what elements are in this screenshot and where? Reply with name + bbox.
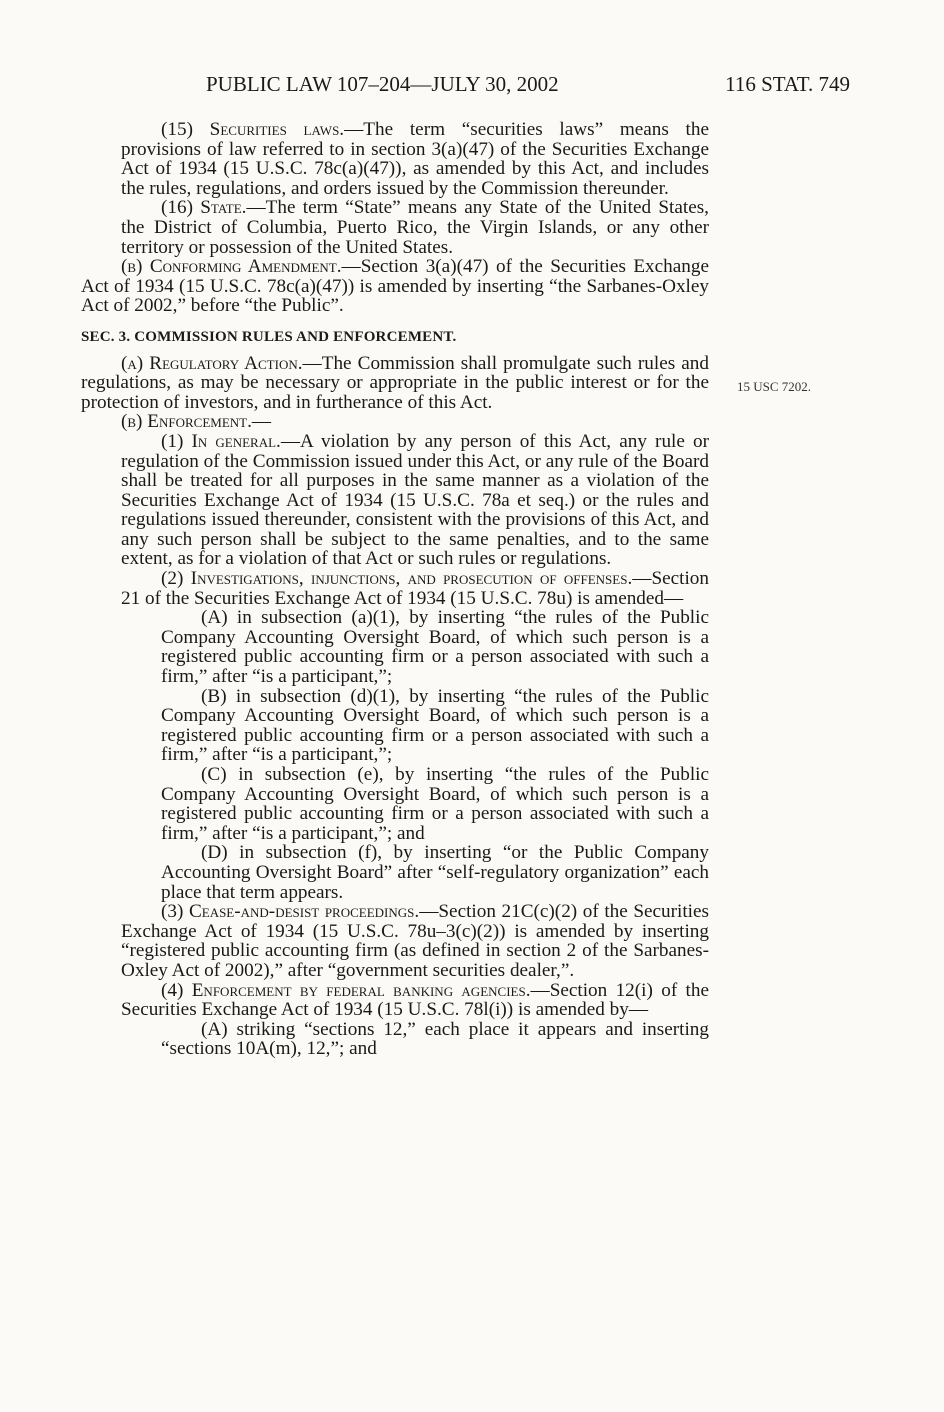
paragraph-heading: (b) Conforming Amendment. — [121, 256, 342, 278]
margin-citation: 15 USC 7202. — [737, 379, 812, 394]
page-header-title: PUBLIC LAW 107–204—JULY 30, 2002 — [206, 72, 559, 96]
page-number: 116 STAT. 749 — [725, 72, 850, 96]
paragraph-text: — — [251, 411, 272, 433]
subparagraph-C-subsection-e: (C) in subsection (e), by inserting “the rules of the Public Company Accounting Oversight Board, of which such person is a registered public accounting firm or a person associated with such a firm,” after “is a participant,”; and — [161, 764, 709, 844]
paragraph-text: —The term “State” means any State of the United States, the District of Columbia, Puerto Rico, the Virgin Islands, or any other territory or possession of the United States. — [121, 197, 709, 258]
paragraph-heading: (a) Regulatory Action. — [121, 352, 303, 374]
paragraph-text: —Section 3(a)(47) of the Securities Exchange Act of 1934 (15 U.S.C. 78c(a)(47)) is amended by inserting “the Sarbanes-Oxley Act of 2002,” before “the Public”. — [81, 256, 709, 317]
paragraph-b-conforming-amendment — [81, 257, 709, 316]
paragraph-3-cease-and-desist — [121, 902, 709, 980]
section-heading: SEC. 3. COMMISSION RULES AND ENFORCEMENT. — [81, 328, 457, 345]
paragraph-heading: (1) In general. — [161, 430, 281, 452]
paragraph-15-securities-laws — [121, 120, 709, 198]
paragraph-a-regulatory-action — [81, 354, 709, 413]
paragraph-text: —Section 21C(c)(2) of the Securities Exchange Act of 1934 (15 U.S.C. 78u–3(c)(2)) is amended by inserting “registered public accounting firm (as defined in section 2 of the Sarbanes-Oxley Act of 2002),” after “government securities dealer,”. — [121, 901, 709, 981]
paragraph-heading: (b) Enforcement. — [121, 411, 252, 433]
paragraph-heading: (3) Cease-and-desist proceedings. — [161, 901, 420, 923]
paragraph-heading: (15) Securities laws. — [161, 119, 345, 140]
paragraph-1-in-general — [121, 432, 709, 569]
paragraph-text: —The term “securities laws” means the provisions of law referred to in section 3(a)(47) of the Securities Exchange Act of 1934 (15 U.S.C. 78c(a)(47)), as amended by this Act, and includes the rules, regulations, and orders issued by the Commission thereunder. — [121, 119, 709, 199]
paragraph-heading: (2) Investigations, injunctions, and prosecution of offenses. — [161, 568, 633, 590]
subparagraph-A-striking-sections: (A) striking “sections 12,” each place it appears and inserting “sections 10A(m), 12,”; and — [161, 1018, 709, 1060]
paragraph-4-federal-banking — [121, 981, 709, 1020]
page-header — [0, 72, 944, 98]
paragraph-b-enforcement — [81, 412, 709, 432]
subparagraph-B-subsection-d1: (B) in subsection (d)(1), by inserting “the rules of the Public Company Accounting Oversight Board, of which such person is a registered public accounting firm or a person associated with such a firm,” after “is a participant,”; — [161, 685, 709, 766]
paragraph-heading: (16) State. — [161, 197, 247, 219]
paragraph-text: —Section 12(i) of the Securities Exchange Act of 1934 (15 U.S.C. 78l(i)) is amended by— — [121, 979, 709, 1021]
paragraph-heading: (4) Enforcement by federal banking agencies. — [161, 979, 531, 1001]
paragraph-text: —Section 21 of the Securities Exchange Act of 1934 (15 U.S.C. 78u) is amended— — [121, 568, 709, 609]
paragraph-2-investigations — [121, 569, 709, 608]
paragraph-text: —A violation by any person of this Act, any rule or regulation of the Commission issued under this Act, or any rule of the Board shall be treated for all purposes in the same manner as a violation of the Securities Exchange Act of 1934 (15 U.S.C. 78a et seq.) or the rules and regulations issued thereunder, consistent with the provisions of this Act, and any such person shall be subject to the same penalties, and to the same extent, as for a violation of that Act or such rules or regulations. — [121, 430, 709, 570]
subparagraph-D-subsection-f: (D) in subsection (f), by inserting “or the Public Company Accounting Oversight Board” after “self-regulatory organization” each place that term appears. — [161, 842, 709, 903]
paragraph-16-state — [121, 198, 709, 257]
subparagraph-A-subsection-a1: (A) in subsection (a)(1), by inserting “the rules of the Public Company Accounting Oversight Board, of which such person is a registered public accounting firm or a person associated with such a firm,” after “is a participant,”; — [161, 607, 709, 688]
paragraph-text: —The Commission shall promulgate such rules and regulations, as may be necessary or appropriate in the public interest or for the protection of investors, and in furtherance of this Act. — [81, 352, 709, 413]
document-body — [81, 120, 709, 1059]
